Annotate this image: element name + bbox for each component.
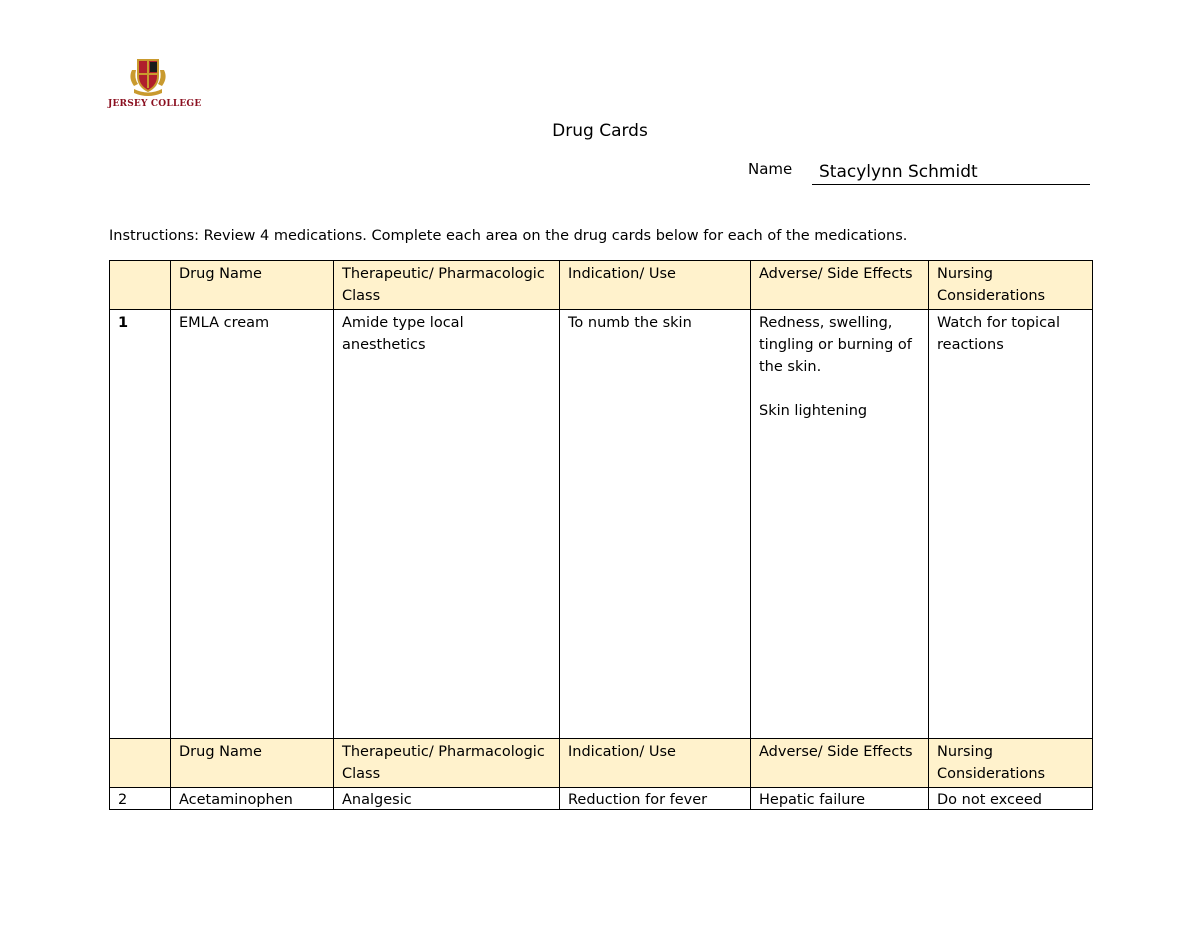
side-effect-line: Skin lightening: [759, 403, 868, 419]
name-label: Name: [748, 160, 793, 178]
drug-cards-table: [109, 260, 1093, 810]
college-logo: [108, 56, 202, 118]
side-effect-line: Redness, swelling, tingling or burning of the skin.: [759, 315, 912, 375]
logo-text: JERSEY COLLEGE: [108, 99, 202, 109]
indication-cell[interactable]: Reduction for fever: [560, 788, 751, 810]
header-cell-drug-name: Drug Name: [171, 739, 334, 788]
name-field[interactable]: [812, 160, 1090, 185]
header-cell-number: [110, 261, 171, 310]
header-cell-number: [110, 739, 171, 788]
drug-class-cell[interactable]: Analgesic: [334, 788, 560, 810]
header-cell-side-effects: Adverse/ Side Effects: [751, 739, 929, 788]
page-title: Drug Cards: [552, 121, 648, 141]
name-value: Stacylynn Schmidt: [819, 162, 978, 182]
header-cell-nursing: Nursing Considerations: [929, 739, 1093, 788]
table-header-row: [110, 261, 1093, 310]
header-cell-class: Therapeutic/ Pharmacologic Class: [334, 739, 560, 788]
side-effects-cell[interactable]: [751, 788, 929, 810]
header-cell-class: Therapeutic/ Pharmacologic Class: [334, 261, 560, 310]
header-cell-drug-name: Drug Name: [171, 261, 334, 310]
instructions-text: Instructions: Review 4 medications. Complete each area on the drug cards below for each of the medications.: [109, 228, 908, 244]
shield-crest-icon: [128, 56, 168, 98]
nursing-cell[interactable]: Watch for topical reactions: [929, 310, 1093, 739]
drug-name-cell[interactable]: EMLA cream: [171, 310, 334, 739]
header-cell-indication: Indication/ Use: [560, 739, 751, 788]
side-effect-line: Hepatic failure: [759, 792, 866, 808]
nursing-cell[interactable]: Do not exceed: [929, 788, 1093, 810]
table-header-row: [110, 739, 1093, 788]
drug-name-cell[interactable]: Acetaminophen: [171, 788, 334, 810]
header-cell-side-effects: Adverse/ Side Effects: [751, 261, 929, 310]
header-cell-nursing: Nursing Considerations: [929, 261, 1093, 310]
header-cell-indication: Indication/ Use: [560, 261, 751, 310]
side-effects-cell[interactable]: [751, 310, 929, 739]
table-row: [110, 788, 1093, 810]
row-number: 2: [110, 788, 171, 810]
table-row: [110, 310, 1093, 739]
row-number: 1: [110, 310, 171, 739]
drug-class-cell[interactable]: Amide type local anesthetics: [334, 310, 560, 739]
indication-cell[interactable]: To numb the skin: [560, 310, 751, 739]
